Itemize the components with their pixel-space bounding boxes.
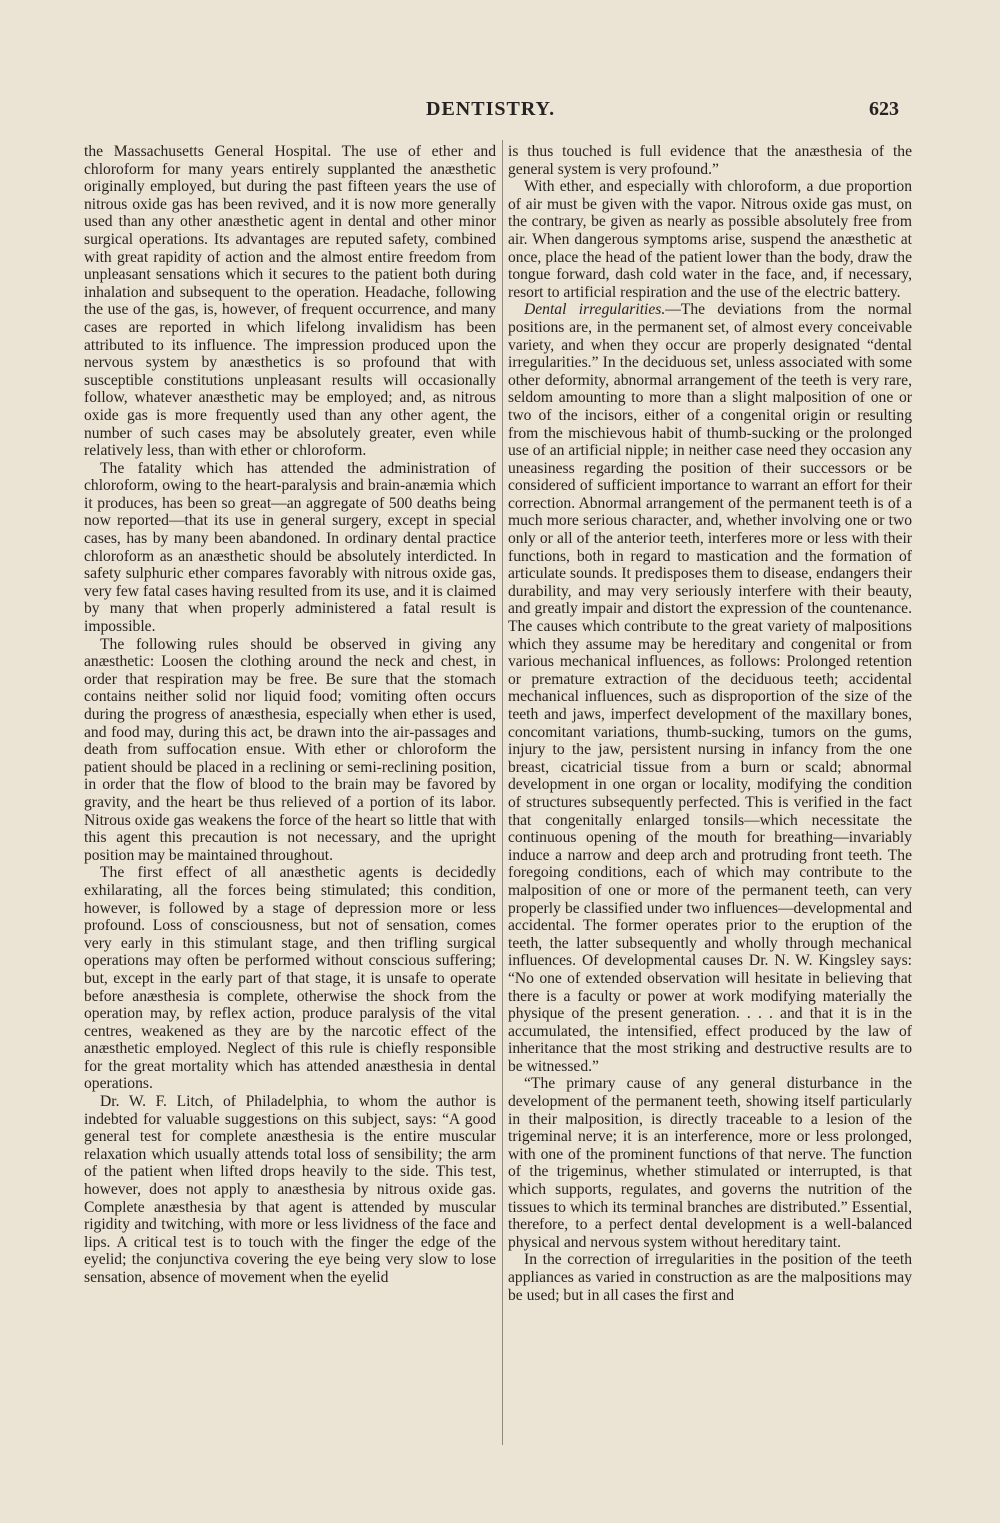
left-column: [84, 143, 496, 1287]
paragraph: “The primary cause of any general disturbance in the development of the permanent teeth, showing itself particularly in their malposition, is directly traceable to a lesion of the trigeminal nerve; it is an interference, more or less prolonged, with one of the prominent functions of that nerve. The function of the trigeminus, whether stimulated or interrupted, is that which supports, regulates, and governs the nutrition of the tissues to which its terminal branches are distributed.” Essential, therefore, to a perfect dental development is a well-balanced physical and nervous system without hereditary taint.: [508, 1075, 912, 1251]
paragraph: Dr. W. F. Litch, of Philadelphia, to whom the author is indebted for valuable suggestions on this subject, says: “A good general test for complete anæsthesia is the entire muscular relaxation which usually attends total loss of sensibility; the arm of the patient when lifted drops heavily to the side. This test, however, does not apply to anæsthesia by nitrous oxide gas. Complete anæsthesia by that agent is attended by muscular rigidity and twitching, with more or less lividness of the face and lips. A critical test is to touch with the finger the edge of the eyelid; the conjunctiva covering the eye being very slow to lose sensation, absence of movement when the eyelid: [84, 1093, 496, 1286]
paragraph: The first effect of all anæsthetic agents is decidedly exhilarating, all the forces being stimulated; this condition, however, is followed by a stage of depression more or less profound. Loss of consciousness, but not of sensation, comes very early in this stimulant stage, and then trifling surgical operations may often be performed without conscious suffering; but, except in the early part of that stage, it is unsafe to operate before anæsthesia is complete, otherwise the shock from the operation may, by reflex action, produce paralysis of the vital centres, weakened as they are by the narcotic effect of the anæsthetic employed. Neglect of this rule is chiefly responsible for the great mortality which has attended anæsthesia in dental operations.: [84, 864, 496, 1093]
running-title: DENTISTRY.: [426, 98, 556, 120]
paragraph-text: —The deviations from the normal positions are, in the permanent set, of almost every conceivable variety, and when they occur are properly designated “dental irregularities.” In the deciduous set, unless associated with some other deformity, abnormal arrangement of the teeth is very rare, seldom amounting to more than a slight malposition of one or two of the incisors, either of a congenital origin or resulting from the mischievous habit of thumb-sucking or the prolonged use of an artificial nipple; in neither case need they occasion any uneasiness regarding the position of their successors or be considered of sufficient importance to warrant an effort for their correction. Abnormal arrangement of the permanent teeth is of a much more serious character, and, whether involving one or two only or all of the anterior teeth, interferes more or less with their functions, both in regard to mastication and the formation of articulate sounds. It predisposes them to disease, endangers their durability, and may very seriously interfere with their beauty, and greatly impair and distort the expression of the countenance. The causes which contribute to the great variety of malpositions which they assume may be hereditary and congenital or from various mechanical influences, as follows: Prolonged retention or premature extraction of the deciduous teeth; accidental mechanical influences, such as disproportion of the size of the teeth and jaws, imperfect development of the maxillary bones, concomitant variations, thumb-sucking, tumors on the gums, injury to the jaw, persistent nursing in infancy from the one breast, cicatricial tissue from a burn or scald; abnormal development in one organ or locality, modifying the condition of structures subsequently perfected. This is verified in the fact that congenitally enlarged tonsils—which necessitate the continuous opening of the mouth for breathing—invariably induce a narrow and deep arch and protruding front teeth. The foregoing conditions, each of which may contribute to the malposition of one or more of the permanent teeth, can very properly be classified under two influences—developmental and accidental. The former operates prior to the eruption of the teeth, the latter subsequently and wholly through mechanical influences. Of developmental causes Dr. N. W. Kingsley says: “No one of extended observation will hesitate in believing that there is a faculty or power at work modifying materially the physique of the present generation. . . . and that it is in the accumulated, the intensified, effect produced by the law of inheritance that the most striking and destructive results are to be witnessed.”: [508, 301, 912, 1075]
paragraph: the Massachusetts General Hospital. The use of ether and chloroform for many years entirely supplanted the anæsthetic originally employed, but during the past fifteen years the use of nitrous oxide gas has been revived, and it is now more generally used than any other anæsthetic agent in dental and other minor surgical operations. Its advantages are reputed safety, combined with great rapidity of action and the almost entire freedom from unpleasant sensations which it secures to the patient both during inhalation and subsequent to the operation. Headache, following the use of the gas, is, however, of frequent occurrence, and many cases are reported in which lifelong invalidism has been attributed to its influence. The impression produced upon the nervous system by anæsthetics is so profound that with susceptible constitutions unpleasant results will occasionally follow, whatever anæsthetic may be employed; and, as nitrous oxide gas is more frequently used than any other agent, the number of such cases may be absolutely greater, even while relatively less, than with ether or chloroform.: [84, 143, 496, 460]
section-heading: Dental irregularities.: [524, 301, 666, 319]
paragraph: The fatality which has attended the administration of chloroform, owing to the heart-paralysis and brain-anæmia which it produces, has been so great—an aggregate of 500 deaths being now reported—that its use in general surgery, except in special cases, has by many been abandoned. In ordinary dental practice chloroform as an anæsthetic should be absolutely interdicted. In safety sulphuric ether compares favorably with nitrous oxide gas, very few fatal cases having resulted from its use, and it is claimed by many that when properly administered a fatal result is impossible.: [84, 459, 496, 636]
column-divider: [502, 140, 503, 1445]
right-column: [508, 143, 912, 1304]
paragraph: In the correction of irregularities in the position of the teeth appliances as varied in construction as are the malpositions may be used; but in all cases the first and: [508, 1251, 912, 1304]
paragraph: is thus touched is full evidence that the anæsthesia of the general system is very profound.”: [508, 143, 912, 178]
paragraph: With ether, and especially with chloroform, a due proportion of air must be given with the vapor. Nitrous oxide gas must, on the contrary, be given as nearly as possible absolutely free from air. When dangerous symptoms arise, suspend the anæsthetic at once, place the head of the patient lower than the body, draw the tongue forward, dash cold water in the face, and, if necessary, resort to artificial respiration and the use of the electric battery.: [508, 178, 912, 301]
paragraph: The following rules should be observed in giving any anæsthetic: Loosen the clothing around the neck and chest, in order that respiration may be free. Be sure that the stomach contains neither solid nor liquid food; vomiting often occurs during the progress of anæsthesia, especially when ether is used, and food may, during this act, be drawn into the air-passages and death from suffocation ensue. With ether or chloroform the patient should be placed in a reclining or semi-reclining position, in order that the flow of blood to the brain may be favored by gravity, and the heart be thus relieved of a portion of its labor. Nitrous oxide gas weakens the force of the heart so little that with this agent this precaution is not necessary, and the upright position may be maintained throughout.: [84, 635, 496, 864]
page-number: 623: [869, 98, 899, 120]
paragraph: [508, 301, 912, 1075]
